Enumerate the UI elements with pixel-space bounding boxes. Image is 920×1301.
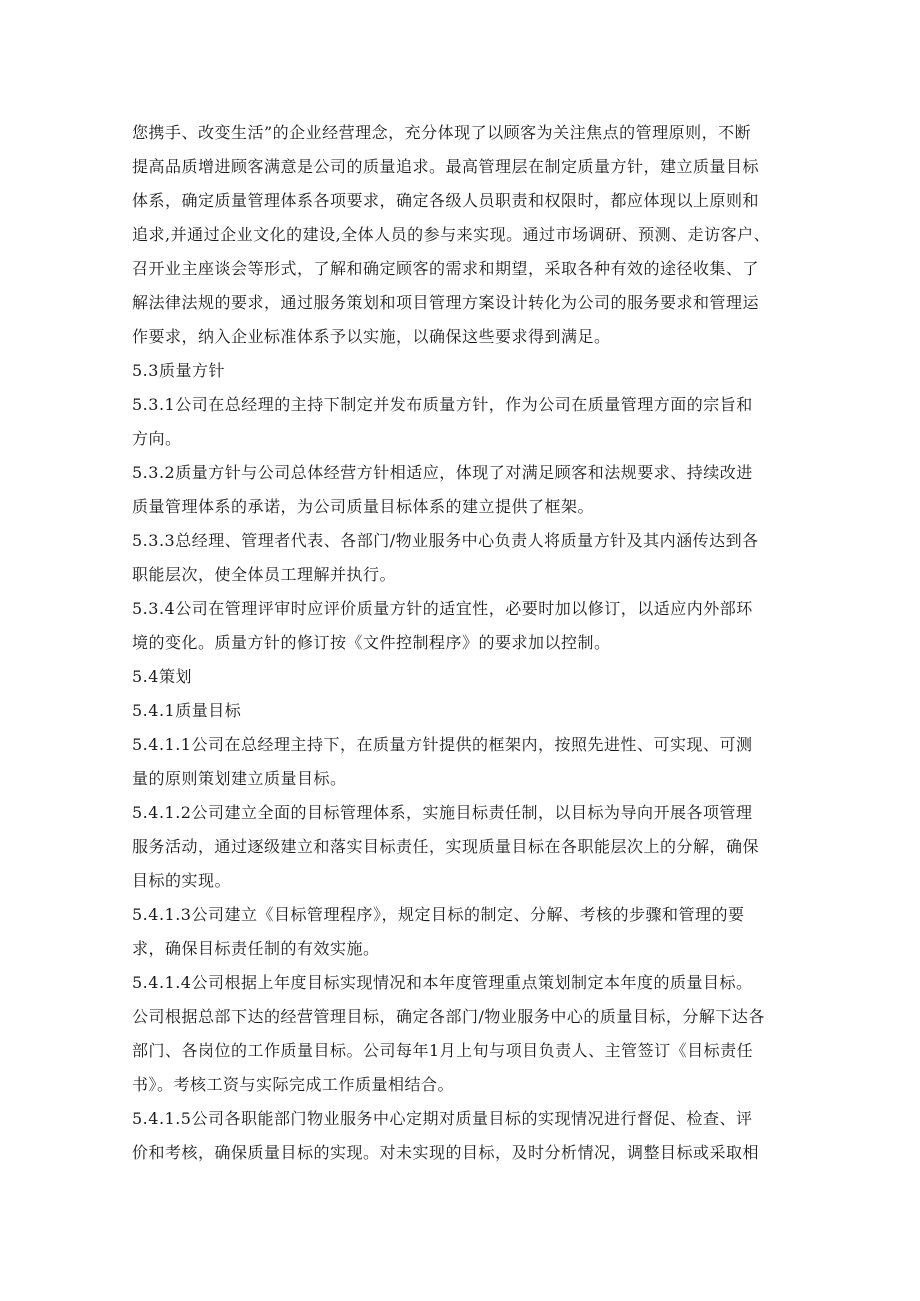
text-line: 体系，确定质量管理体系各项要求，确定各级人员职责和权限时，都应体现以上原则和 — [132, 191, 760, 210]
text-line: 5.4.1.5公司各职能部门物业服务中心定期对质量目标的实现情况进行督促、检查、评 — [132, 1109, 753, 1128]
text-line: 5.3.2质量方针与公司总体经营方针相适应，体现了对满足顾客和法规要求、持续改进 — [132, 463, 753, 482]
text-line: 境的变化。质量方针的修订按《文件控制程序》的要求加以控制。 — [132, 633, 611, 652]
text-line: 质量管理体系的承诺，为公司质量目标体系的建立提供了框架。 — [132, 497, 595, 516]
text-line: 追求,并通过企业文化的建设,全体人员的参与来实现。通过市场调研、预测、走访客户、 — [132, 225, 771, 244]
text-line: 5.3.3总经理、管理者代表、各部门/物业服务中心负责人将质量方针及其内涵传达到各 — [132, 531, 759, 550]
text-line: 5.3.1公司在总经理的主持下制定并发布质量方针，作为公司在质量管理方面的宗旨和 — [132, 395, 753, 414]
text-line: 价和考核，确保质量目标的实现。对未实现的目标，及时分析情况，调整目标或采取相 — [132, 1143, 760, 1162]
document-page — [132, 116, 792, 1170]
section-heading: 5.4策划 — [132, 667, 192, 686]
text-line: 职能层次，使全体员工理解并执行。 — [132, 565, 397, 584]
text-line: 提高品质增进顾客满意是公司的质量追求。最高管理层在制定质量方针，建立质量目标 — [132, 157, 760, 176]
text-line: 求，确保目标责任制的有效实施。 — [132, 939, 380, 958]
text-line: 解法律法规的要求，通过服务策划和项目管理方案设计转化为公司的服务要求和管理运 — [132, 293, 760, 312]
text-line: 服务活动，通过逐级建立和落实目标责任，实现质量目标在各职能层次上的分解，确保 — [132, 837, 760, 856]
section-heading: 5.3质量方针 — [132, 361, 225, 380]
text-line: 方向。 — [132, 429, 182, 448]
text-line: 您携手、改变生活”的企业经营理念，充分体现了以顾客为关注焦点的管理原则，不断 — [132, 123, 752, 142]
text-line: 召开业主座谈会等形式，了解和确定顾客的需求和期望，采取各种有效的途径收集、了 — [132, 259, 760, 278]
text-line: 书》。考核工资与实际完成工作质量相结合。 — [132, 1075, 455, 1094]
text-line: 部门、各岗位的工作质量目标。公司每年1月上旬与项目负责人、主管签订《目标责任 — [132, 1041, 754, 1060]
text-line: 5.4.1.4公司根据上年度目标实现情况和本年度管理重点策划制定本年度的质量目标。 — [132, 973, 753, 992]
text-line: 量的原则策划建立质量目标。 — [132, 769, 347, 788]
text-line: 作要求，纳入企业标准体系予以实施，以确保这些要求得到满足。 — [132, 327, 611, 346]
text-line: 5.4.1.2公司建立全面的目标管理体系，实施目标责任制，以目标为导向开展各项管理 — [132, 803, 753, 822]
text-line: 目标的实现。 — [132, 871, 232, 890]
text-line: 公司根据总部下达的经营管理目标，确定各部门/物业服务中心的质量目标，分解下达各 — [132, 1007, 765, 1026]
text-line: 5.4.1.1公司在总经理主持下，在质量方针提供的框架内，按照先进性、可实现、可测 — [132, 735, 753, 754]
text-line: 5.4.1.3公司建立《目标管理程序》，规定目标的制定、分解、考核的步骤和管理的要 — [132, 905, 745, 924]
subsection-heading: 5.4.1质量目标 — [132, 701, 242, 720]
text-line: 5.3.4公司在管理评审时应评价质量方针的适宜性，必要时加以修订，以适应内外部环 — [132, 599, 753, 618]
